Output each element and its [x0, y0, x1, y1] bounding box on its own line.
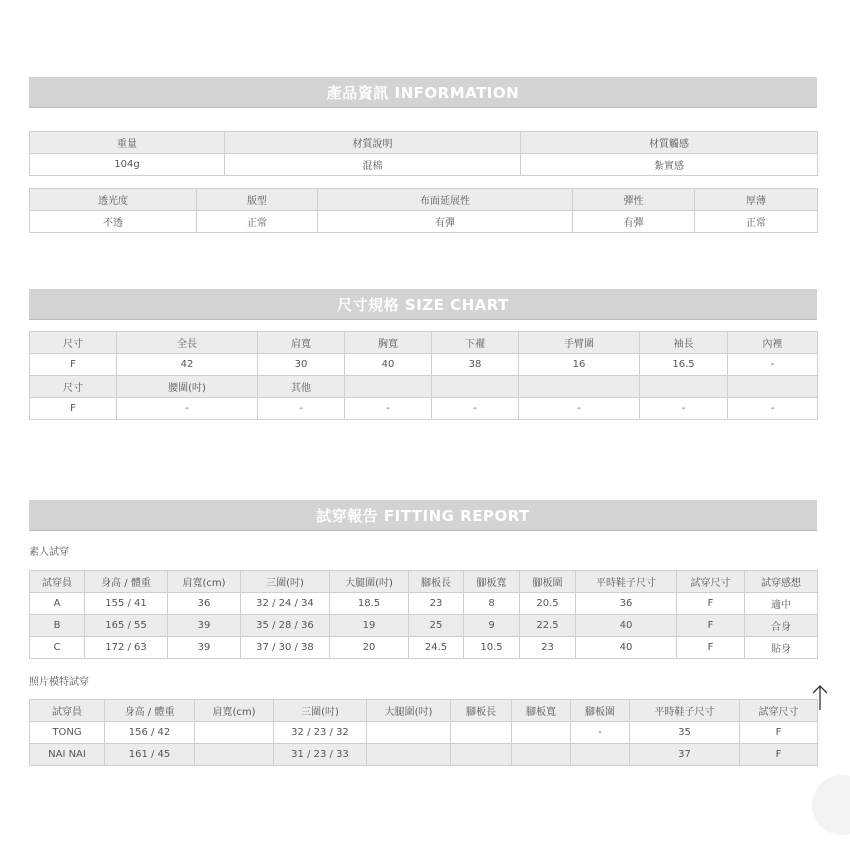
table-cell: 165 / 55 [85, 615, 168, 637]
table-cell: 38 [432, 354, 519, 376]
table-cell: 19 [330, 615, 409, 637]
up-arrow-icon[interactable] [811, 684, 829, 712]
table-cell: 16.5 [640, 354, 728, 376]
table-cell: A [30, 593, 85, 615]
table-cell: 9 [464, 615, 520, 637]
table-header-row [30, 132, 818, 154]
table-cell: 172 / 63 [85, 637, 168, 659]
header-cell: 平時鞋子尺寸 [630, 700, 740, 722]
table-cell: - [640, 398, 728, 420]
table-cell: 合身 [745, 615, 818, 637]
header-cell: 腳板圍 [571, 700, 630, 722]
table-cell [367, 722, 451, 744]
table-cell: 35 / 28 / 36 [241, 615, 330, 637]
table-cell [195, 744, 274, 766]
size-chart-banner: 尺寸規格 SIZE CHART [29, 289, 817, 320]
table-cell [367, 744, 451, 766]
header-cell: 身高 / 體重 [105, 700, 195, 722]
model-fitting-label: 照片模特試穿 [29, 677, 89, 688]
table-cell: 36 [576, 593, 677, 615]
header-cell: 尺寸 [30, 376, 117, 398]
table-cell: - [728, 398, 818, 420]
table-cell: 混棉 [225, 154, 521, 176]
header-cell: 重量 [30, 132, 225, 154]
header-cell: 大腿圍(吋) [330, 571, 409, 593]
table-cell: 32 / 24 / 34 [241, 593, 330, 615]
table-cell: TONG [30, 722, 105, 744]
table-cell: 23 [520, 637, 576, 659]
table-cell [512, 744, 571, 766]
header-cell [519, 376, 640, 398]
table-cell: 正常 [695, 211, 818, 233]
header-cell: 腳板寬 [512, 700, 571, 722]
table-cell: 32 / 23 / 32 [274, 722, 367, 744]
table-cell: 有彈 [318, 211, 573, 233]
fitting-report-banner: 試穿報告 FITTING REPORT [29, 500, 817, 531]
header-cell: 透光度 [30, 189, 197, 211]
header-cell: 內裡 [728, 332, 818, 354]
info-table-1 [29, 131, 818, 176]
table-cell: 24.5 [409, 637, 464, 659]
table-cell: 37 [630, 744, 740, 766]
table-cell: NAI NAI [30, 744, 105, 766]
table-cell: 22.5 [520, 615, 576, 637]
model-fitting-table [29, 699, 818, 766]
header-cell: 尺寸 [30, 332, 117, 354]
table-cell: 155 / 41 [85, 593, 168, 615]
info-table-2 [29, 188, 818, 233]
table-cell: 18.5 [330, 593, 409, 615]
table-row [30, 637, 818, 659]
information-banner: 產品資訊 INFORMATION [29, 77, 817, 108]
table-cell: - [258, 398, 345, 420]
table-cell: 16 [519, 354, 640, 376]
table-cell: - [117, 398, 258, 420]
table-row [30, 211, 818, 233]
table-cell: 不透 [30, 211, 197, 233]
table-cell: 39 [168, 637, 241, 659]
table-cell: 貼身 [745, 637, 818, 659]
header-cell: 腳板長 [451, 700, 512, 722]
header-cell: 肩寬(cm) [168, 571, 241, 593]
table-cell [451, 722, 512, 744]
table-cell: F [677, 593, 745, 615]
table-cell: 37 / 30 / 38 [241, 637, 330, 659]
table-header-row [30, 571, 818, 593]
header-cell: 胸寬 [345, 332, 432, 354]
header-cell: 材質觸感 [521, 132, 818, 154]
header-cell: 布面延展性 [318, 189, 573, 211]
table-cell: F [30, 354, 117, 376]
table-cell: 40 [576, 637, 677, 659]
table-cell: 紮實感 [521, 154, 818, 176]
header-cell: 試穿尺寸 [740, 700, 818, 722]
table-header-row [30, 332, 818, 354]
table-cell: 正常 [197, 211, 318, 233]
table-header-row [30, 189, 818, 211]
header-cell: 試穿員 [30, 571, 85, 593]
table-row [30, 398, 818, 420]
table-cell: - [728, 354, 818, 376]
header-cell: 其他 [258, 376, 345, 398]
table-cell: B [30, 615, 85, 637]
table-row [30, 615, 818, 637]
table-row [30, 154, 818, 176]
header-cell: 彈性 [573, 189, 695, 211]
table-cell: - [519, 398, 640, 420]
amateur-fitting-table [29, 570, 818, 659]
table-cell: - [432, 398, 519, 420]
table-row [30, 722, 818, 744]
header-cell: 下襬 [432, 332, 519, 354]
header-cell: 大腿圍(吋) [367, 700, 451, 722]
header-cell: 試穿員 [30, 700, 105, 722]
table-cell: - [345, 398, 432, 420]
table-cell: 23 [409, 593, 464, 615]
table-cell: 104g [30, 154, 225, 176]
table-cell: 36 [168, 593, 241, 615]
table-cell: 10.5 [464, 637, 520, 659]
table-cell: 161 / 45 [105, 744, 195, 766]
table-cell: - [571, 722, 630, 744]
table-header-row [30, 376, 818, 398]
header-cell: 試穿感想 [745, 571, 818, 593]
table-cell: 31 / 23 / 33 [274, 744, 367, 766]
table-cell: 適中 [745, 593, 818, 615]
table-cell: F [677, 615, 745, 637]
header-cell: 全長 [117, 332, 258, 354]
table-cell: 20.5 [520, 593, 576, 615]
table-cell [451, 744, 512, 766]
table-cell: 39 [168, 615, 241, 637]
header-cell: 身高 / 體重 [85, 571, 168, 593]
header-cell: 腳板長 [409, 571, 464, 593]
header-cell: 腰圍(吋) [117, 376, 258, 398]
table-header-row [30, 700, 818, 722]
table-cell: F [740, 722, 818, 744]
header-cell: 腳板寬 [464, 571, 520, 593]
table-cell: 40 [345, 354, 432, 376]
header-cell: 試穿尺寸 [677, 571, 745, 593]
table-row [30, 593, 818, 615]
header-cell: 手臂圍 [519, 332, 640, 354]
table-cell: 8 [464, 593, 520, 615]
table-cell [512, 722, 571, 744]
amateur-fitting-label: 素人試穿 [29, 547, 69, 558]
table-cell [571, 744, 630, 766]
header-cell [345, 376, 432, 398]
header-cell [728, 376, 818, 398]
header-cell: 肩寬(cm) [195, 700, 274, 722]
table-cell: F [30, 398, 117, 420]
header-cell: 版型 [197, 189, 318, 211]
table-cell: 有彈 [573, 211, 695, 233]
header-cell: 材質說明 [225, 132, 521, 154]
table-cell: F [677, 637, 745, 659]
table-cell: F [740, 744, 818, 766]
header-cell [640, 376, 728, 398]
size-chart-table [29, 331, 818, 420]
table-cell: 35 [630, 722, 740, 744]
table-cell: 42 [117, 354, 258, 376]
table-cell [195, 722, 274, 744]
header-cell: 袖長 [640, 332, 728, 354]
table-cell: 25 [409, 615, 464, 637]
table-cell: 40 [576, 615, 677, 637]
header-cell: 平時鞋子尺寸 [576, 571, 677, 593]
table-row [30, 744, 818, 766]
table-row [30, 354, 818, 376]
table-cell: C [30, 637, 85, 659]
header-cell: 厚薄 [695, 189, 818, 211]
header-cell [432, 376, 519, 398]
corner-shadow [812, 775, 850, 835]
header-cell: 三圍(吋) [241, 571, 330, 593]
header-cell: 腳板圍 [520, 571, 576, 593]
table-cell: 156 / 42 [105, 722, 195, 744]
table-cell: 20 [330, 637, 409, 659]
table-cell: 30 [258, 354, 345, 376]
header-cell: 肩寬 [258, 332, 345, 354]
header-cell: 三圍(吋) [274, 700, 367, 722]
